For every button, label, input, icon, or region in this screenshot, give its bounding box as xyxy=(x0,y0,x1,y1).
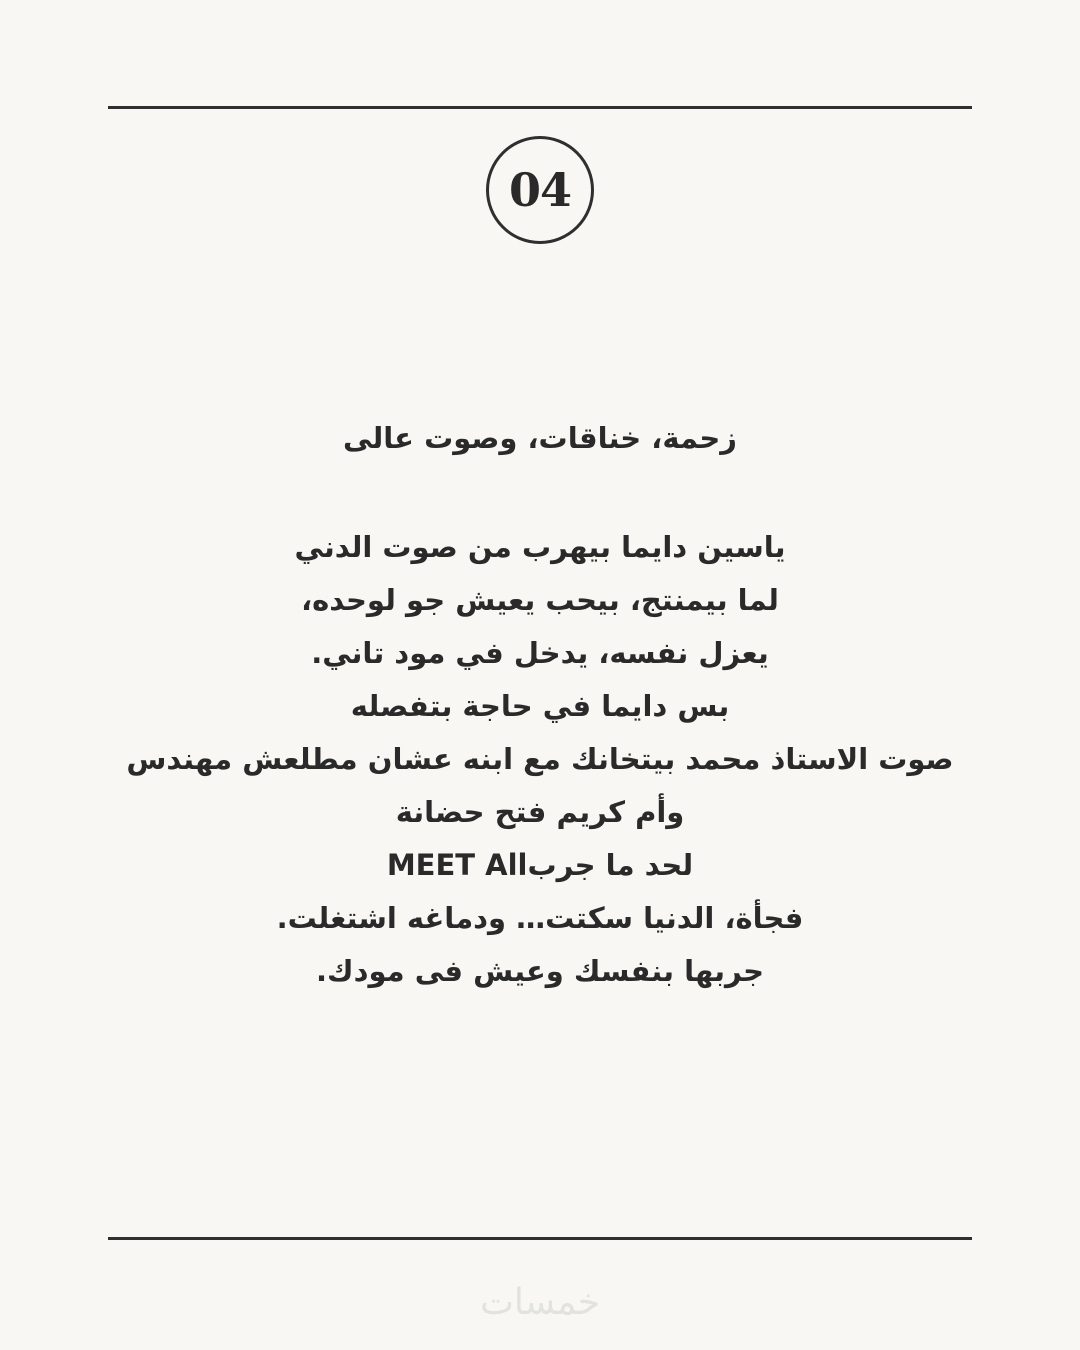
bottom-divider xyxy=(108,1237,972,1240)
story-text xyxy=(70,412,1010,998)
body-line-4: بس دايما في حاجة بتفصله xyxy=(350,689,730,723)
top-divider xyxy=(108,106,972,109)
body-line-6: وأم كريم فتح حضانة xyxy=(395,795,685,829)
body-line-8: فجأة، الدنيا سكتت… ودماغه اشتغلت. xyxy=(276,901,804,935)
body-line-2: لما بيمنتج، بيحب يعيش جو لوحده، xyxy=(301,583,779,617)
body-line-1: ياسين دايما بيهرب من صوت الدني xyxy=(294,530,786,564)
body-line-9: جربها بنفسك وعيش فى مودك. xyxy=(316,954,764,988)
headline: زحمة، خناقات، وصوت عالى xyxy=(343,421,737,455)
khamsat-watermark: خمسات xyxy=(479,1282,601,1323)
body-line-3: يعزل نفسه، يدخل في مود تاني. xyxy=(311,636,769,670)
body-line-7: لحد ما جربMEET All xyxy=(386,848,694,882)
paragraph-spacer xyxy=(70,464,1010,521)
page-number: 04 xyxy=(508,163,571,217)
body-line-5: صوت الاستاذ محمد بيتخانك مع ابنه عشان مطلعش مهندس xyxy=(126,742,954,776)
page-number-badge xyxy=(486,136,594,244)
